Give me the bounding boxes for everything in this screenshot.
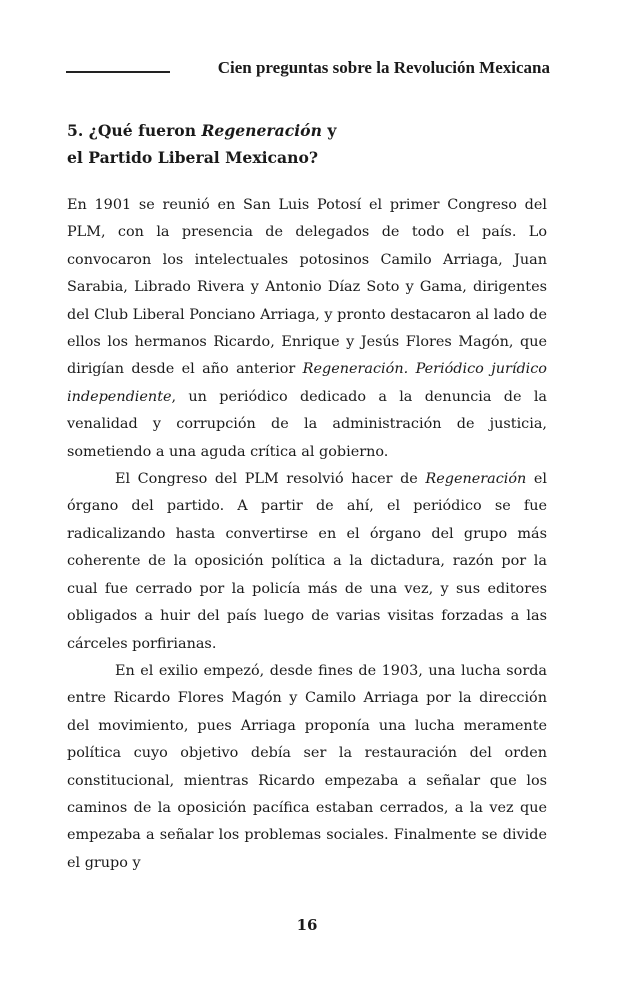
paragraph-2: [67, 466, 547, 658]
paragraph-text: En 1901 se reunió en San Luis Potosí el primer Congreso del PLM, con la presencia de delegados de todo el país. Lo convocaron los intelectuales potosinos Camilo Arriaga, Juan Sarabia, Librado Rivera y Antonio Díaz Soto y Gama, dirigentes del Club Liberal Ponciano Arriaga, y pronto destacaron al lado de ellos los hermanos Ricardo, Enrique y Jesús Flores Magón, que dirigían desde el año anterior: [67, 197, 547, 378]
paragraph-1: [67, 192, 547, 466]
running-head: [66, 58, 550, 80]
heading-suffix: y: [321, 121, 337, 140]
book-title: Cien preguntas sobre la Revolución Mexicana: [217, 58, 550, 77]
header-rule: [66, 71, 170, 73]
paragraph-text: En el exilio empezó, desde fines de 1903, una lucha sorda entre Ricardo Flores Magón y Camilo Arriaga por la dirección del movimiento, pues Arriaga proponía una lucha meramente política cuyo objetivo debía ser la restauración del orden constitucional, mientras Ricardo empezaba a señalar que los caminos de la oposición pacífica estaban cerrados, a la vez que empezaba a señalar los problemas sociales. Finalmente se divide el grupo y: [67, 662, 547, 871]
heading-italic-title: Regeneración: [201, 121, 322, 140]
paragraph-3: [67, 658, 547, 877]
page-number: 16: [296, 916, 318, 934]
heading-line-2: el Partido Liberal Mexicano?: [67, 148, 319, 167]
paragraph-text: el órgano del partido. A partir de ahí, el periódico se fue radicalizando hasta convertirse en el órgano del grupo más coherente de la oposición política a la dictadura, razón por la cual fue cerrado por la policía más de una vez, y sus editores obligados a huir del país luego de varias visitas forzadas a las cárceles porfirianas.: [67, 471, 547, 652]
paragraph-italic: Regeneración: [425, 471, 527, 488]
heading-prefix: 5. ¿Qué fueron: [67, 121, 202, 140]
paragraph-italic: Regeneración. Periódico jurídico independiente: [67, 361, 547, 405]
body-text: [67, 192, 547, 877]
question-heading: [67, 117, 547, 171]
paragraph-text: El Congreso del PLM resolvió hacer de: [115, 471, 426, 488]
paragraph-text: , un periódico dedicado a la denuncia de la venalidad y corrupción de la administración de justicia, sometiendo a una aguda crítica al gobierno.: [67, 388, 547, 460]
